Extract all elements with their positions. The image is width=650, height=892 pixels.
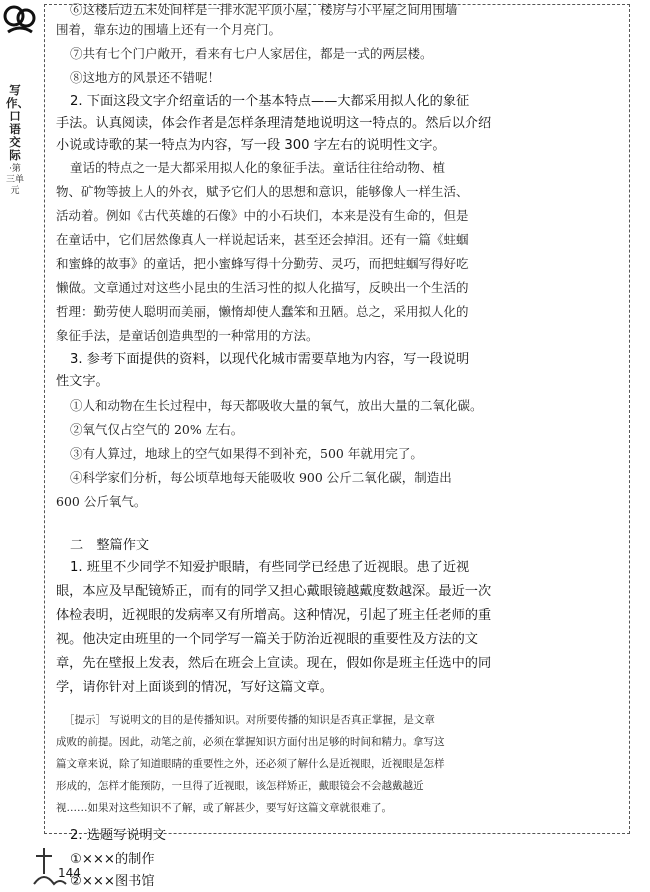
text-line: ［提示］ 写说明文的目的是传播知识。对所要传播的知识是否真正掌握，是文章 [64,714,435,726]
text-line: 小说或诗歌的某一特点为内容，写一段 300 字左右的说明性文字。 [56,138,446,153]
text-line: 篇文章来说，除了知道眼睛的重要性之外，还必须了解什么是近视眼，近视眼是怎样 [56,758,445,770]
text-line: 学，请你针对上面谈到的情况，写好这篇文章。 [56,680,333,695]
text-line: 和蜜蜂的故事》的童话，把小蜜蜂写得十分勤劳、灵巧，而把蛀蝈写得好吃 [56,256,469,271]
text-line: 2. 选题写说明文 [70,828,166,843]
book-logo-icon [2,4,38,40]
text-line: 成败的前提。因此，动笔之前，必须在掌握知识方面付出足够的时间和精力。拿写这 [56,736,445,748]
text-line: 手法。认真阅读，体会作者是怎样条理清楚地说明这一特点的。然后以介绍 [56,116,492,131]
text-line: ③有人算过，地球上的空气如果得不到补充，500 年就用完了。 [70,446,423,461]
text-line: 3. 参考下面提供的资料，以现代化城市需要草地为内容，写一段说明 [70,352,470,367]
text-line: ⑦共有七个门户敞开，看来有七户人家居住，都是一式的两层楼。 [70,46,433,61]
text-line: ④科学家们分析，每公顷草地每天能吸收 900 公斤二氧化碳，制造出 [70,470,452,485]
text-line: ⑥这楼后边五末处间样是一排水泥平顶小屋，楼房与小平屋之间用围墙 [70,2,458,17]
text-line: 象征手法，是童话创造典型的一种常用的方法。 [56,328,319,343]
text-line: 600 公斤氧气。 [56,494,147,509]
text-line: 视。他决定由班里的一个同学写一篇关于防治近视眼的重要性及方法的文 [56,632,478,647]
text-line: 哲理：勤劳使人聪明而美丽，懒惰却使人蠢笨和丑陋。总之，采用拟人化的 [56,304,469,319]
unit-side-label-main: 写作、口语交际 [6,83,29,162]
text-line: 童话的特点之一是大都采用拟人化的象征手法。童话往往给动物、植 [70,160,446,175]
text-line: 1. 班里不少同学不知爱护眼睛，有些同学已经患了近视眼。患了近视 [70,560,470,575]
text-line: ⑧这地方的风景还不错呢！ [70,70,221,85]
text-line: ①×××的制作 [70,852,155,867]
text-line: 体检表明，近视眼的发病率又有所增高。这种情况，引起了班主任老师的重 [56,608,492,623]
text-line: 活动着。例如《古代英雄的石像》中的小石块们，本来是没有生命的，但是 [56,208,469,223]
unit-side-label [6,83,29,197]
text-line: ①人和动物在生长过程中，每天都吸收大量的氧气，放出大量的二氧化碳。 [70,398,483,413]
text-line: 物、矿物等披上人的外衣，赋予它们人的思想和意识，能够像人一样生活、 [56,184,469,199]
text-line: 懒做。文章通过对这些小昆虫的生活习性的拟人化描写，反映出一个生活的 [56,280,469,295]
page-number: 144 [58,866,81,880]
text-line: 眼，本应及早配镜矫正，而有的同学又担心戴眼镜越戴度数越深。最近一次 [56,584,492,599]
text-line: 在童话中，它们居然像真人一样说起话来，甚至还会掉泪。还有一篇《蛀蝈 [56,232,469,247]
text-line: 围着，靠东边的围墙上还有一个月亮门。 [56,22,282,37]
text-line: 视……如果对这些知识不了解，或了解甚少，要写好这篇文章就很难了。 [56,802,392,814]
text-line: 形成的，怎样才能预防，一旦得了近视眼，该怎样矫正，戴眼镜会不会越戴越近 [56,780,424,792]
unit-side-label-sub: ·第三单元 [6,164,25,196]
text-line: ②氧气仅占空气的 20% 左右。 [70,422,244,437]
text-line: 性文字。 [56,374,109,389]
text-line: 章，先在壁报上发表，然后在班会上宣读。现在，假如你是班主任选中的同 [56,656,492,671]
text-line: 2. 下面这段文字介绍童话的一个基本特点——大都采用拟人化的象征 [70,94,470,109]
text-line: ②×××图书馆 [70,874,155,889]
text-line: 二 整篇作文 [70,538,150,553]
